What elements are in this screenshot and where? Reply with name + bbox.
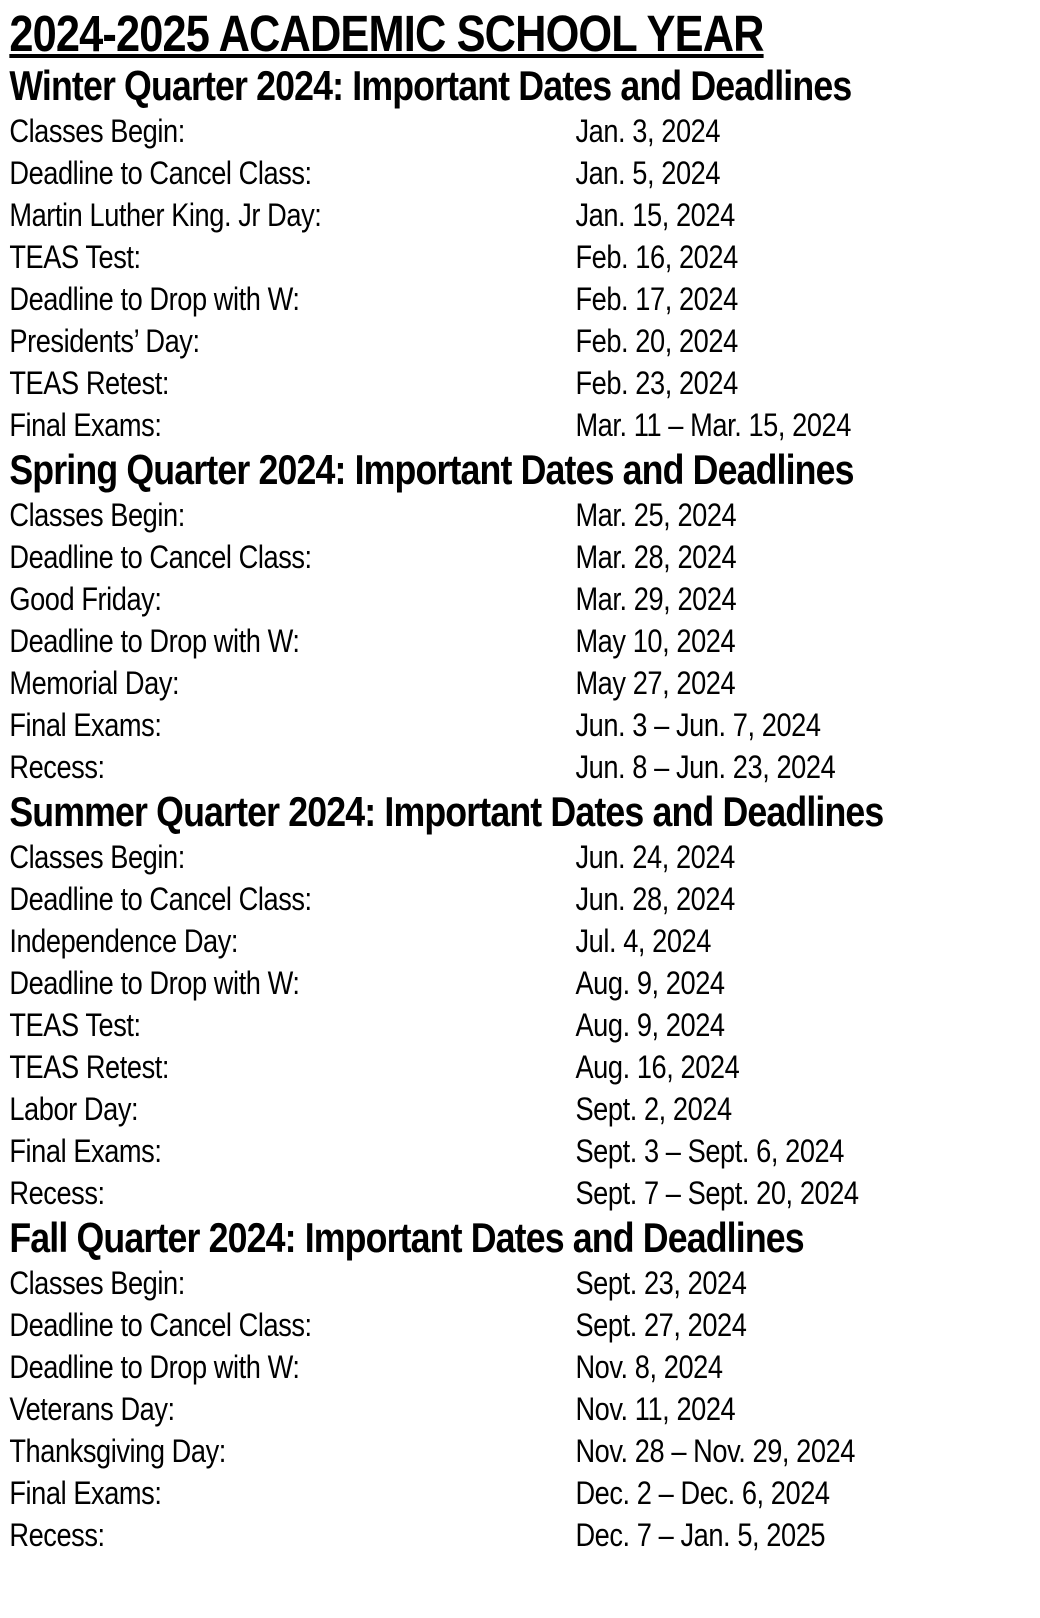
row-label: Final Exams:: [9, 707, 162, 743]
calendar-row: [9, 1130, 1032, 1172]
calendar-row: [9, 404, 1032, 446]
sections-container: [9, 62, 1032, 1556]
calendar-row: [9, 662, 1032, 704]
row-label: Recess:: [9, 1517, 105, 1553]
row-label: Deadline to Cancel Class:: [9, 539, 312, 575]
calendar-row: [9, 1388, 1032, 1430]
calendar-row: [9, 962, 1032, 1004]
quarter-section: [9, 62, 1032, 446]
quarter-heading: Fall Quarter 2024: Important Dates and Deadlines: [9, 1214, 804, 1261]
row-value: Jul. 4, 2024: [575, 923, 711, 959]
quarter-heading: Summer Quarter 2024: Important Dates and Deadlines: [9, 788, 884, 835]
calendar-row: [9, 878, 1032, 920]
row-label: Deadline to Drop with W:: [9, 965, 300, 1001]
row-value: Nov. 11, 2024: [575, 1391, 736, 1427]
calendar-row: [9, 1262, 1032, 1304]
row-value: Jun. 3 – Jun. 7, 2024: [575, 707, 821, 743]
calendar-row: [9, 236, 1032, 278]
row-value: Jun. 28, 2024: [575, 881, 735, 917]
calendar-row: [9, 1514, 1032, 1556]
row-value: Sept. 7 – Sept. 20, 2024: [575, 1175, 859, 1211]
row-label: Deadline to Cancel Class:: [9, 1307, 312, 1343]
row-label: Deadline to Drop with W:: [9, 623, 300, 659]
row-value: Feb. 17, 2024: [575, 281, 738, 317]
page-title: 2024-2025 ACADEMIC SCHOOL YEAR: [9, 5, 764, 62]
row-value: Aug. 9, 2024: [575, 965, 725, 1001]
row-label: Deadline to Drop with W:: [9, 281, 300, 317]
calendar-row: [9, 836, 1032, 878]
row-value: Dec. 2 – Dec. 6, 2024: [575, 1475, 830, 1511]
row-label: Classes Begin:: [9, 497, 185, 533]
calendar-row: [9, 320, 1032, 362]
row-label: Final Exams:: [9, 1133, 162, 1169]
calendar-row: [9, 194, 1032, 236]
calendar-row: [9, 494, 1032, 536]
row-value: Jun. 8 – Jun. 23, 2024: [575, 749, 836, 785]
calendar-row: [9, 1472, 1032, 1514]
calendar-row: [9, 1172, 1032, 1214]
calendar-row: [9, 746, 1032, 788]
row-value: Feb. 16, 2024: [575, 239, 738, 275]
row-value: Sept. 23, 2024: [575, 1265, 747, 1301]
row-label: Memorial Day:: [9, 665, 180, 701]
row-label: TEAS Test:: [9, 239, 141, 275]
calendar-row: [9, 362, 1032, 404]
calendar-row: [9, 920, 1032, 962]
row-label: Thanksgiving Day:: [9, 1433, 226, 1469]
row-value: May 27, 2024: [575, 665, 736, 701]
quarter-section: [9, 1214, 1032, 1556]
row-label: Labor Day:: [9, 1091, 139, 1127]
calendar-row: [9, 1304, 1032, 1346]
row-value: Mar. 25, 2024: [575, 497, 737, 533]
row-value: Jan. 15, 2024: [575, 197, 735, 233]
row-label: Classes Begin:: [9, 839, 185, 875]
row-value: Mar. 28, 2024: [575, 539, 737, 575]
row-label: Martin Luther King. Jr Day:: [9, 197, 322, 233]
row-label: TEAS Retest:: [9, 365, 170, 401]
calendar-row: [9, 704, 1032, 746]
row-value: Nov. 8, 2024: [575, 1349, 723, 1385]
row-value: May 10, 2024: [575, 623, 736, 659]
row-value: Nov. 28 – Nov. 29, 2024: [575, 1433, 855, 1469]
row-value: Jan. 5, 2024: [575, 155, 721, 191]
calendar-row: [9, 1088, 1032, 1130]
row-value: Aug. 16, 2024: [575, 1049, 740, 1085]
calendar-row: [9, 152, 1032, 194]
row-label: Independence Day:: [9, 923, 239, 959]
row-label: Classes Begin:: [9, 1265, 185, 1301]
quarter-section: [9, 788, 1032, 1214]
row-label: Recess:: [9, 1175, 105, 1211]
calendar-row: [9, 110, 1032, 152]
row-value: Feb. 23, 2024: [575, 365, 738, 401]
calendar-row: [9, 536, 1032, 578]
calendar-row: [9, 620, 1032, 662]
row-value: Aug. 9, 2024: [575, 1007, 725, 1043]
row-value: Sept. 2, 2024: [575, 1091, 732, 1127]
row-label: Good Friday:: [9, 581, 162, 617]
calendar-row: [9, 278, 1032, 320]
row-value: Sept. 3 – Sept. 6, 2024: [575, 1133, 844, 1169]
quarter-section: [9, 446, 1032, 788]
calendar-row: [9, 1046, 1032, 1088]
row-label: Classes Begin:: [9, 113, 185, 149]
row-label: Deadline to Cancel Class:: [9, 155, 312, 191]
row-value: Jun. 24, 2024: [575, 839, 735, 875]
quarter-heading: Winter Quarter 2024: Important Dates and Deadlines: [9, 62, 852, 109]
row-value: Dec. 7 – Jan. 5, 2025: [575, 1517, 826, 1553]
calendar-row: [9, 1004, 1032, 1046]
row-label: Final Exams:: [9, 1475, 162, 1511]
row-label: Final Exams:: [9, 407, 162, 443]
calendar-row: [9, 1346, 1032, 1388]
row-label: Recess:: [9, 749, 105, 785]
quarter-heading: Spring Quarter 2024: Important Dates and Deadlines: [9, 446, 854, 493]
row-value: Mar. 11 – Mar. 15, 2024: [575, 407, 851, 443]
row-value: Jan. 3, 2024: [575, 113, 721, 149]
row-label: Presidents’ Day:: [9, 323, 200, 359]
row-value: Mar. 29, 2024: [575, 581, 737, 617]
calendar-row: [9, 578, 1032, 620]
row-label: TEAS Test:: [9, 1007, 141, 1043]
row-label: Deadline to Cancel Class:: [9, 881, 312, 917]
row-value: Sept. 27, 2024: [575, 1307, 747, 1343]
calendar-row: [9, 1430, 1032, 1472]
row-label: TEAS Retest:: [9, 1049, 170, 1085]
row-label: Deadline to Drop with W:: [9, 1349, 300, 1385]
row-label: Veterans Day:: [9, 1391, 175, 1427]
row-value: Feb. 20, 2024: [575, 323, 738, 359]
